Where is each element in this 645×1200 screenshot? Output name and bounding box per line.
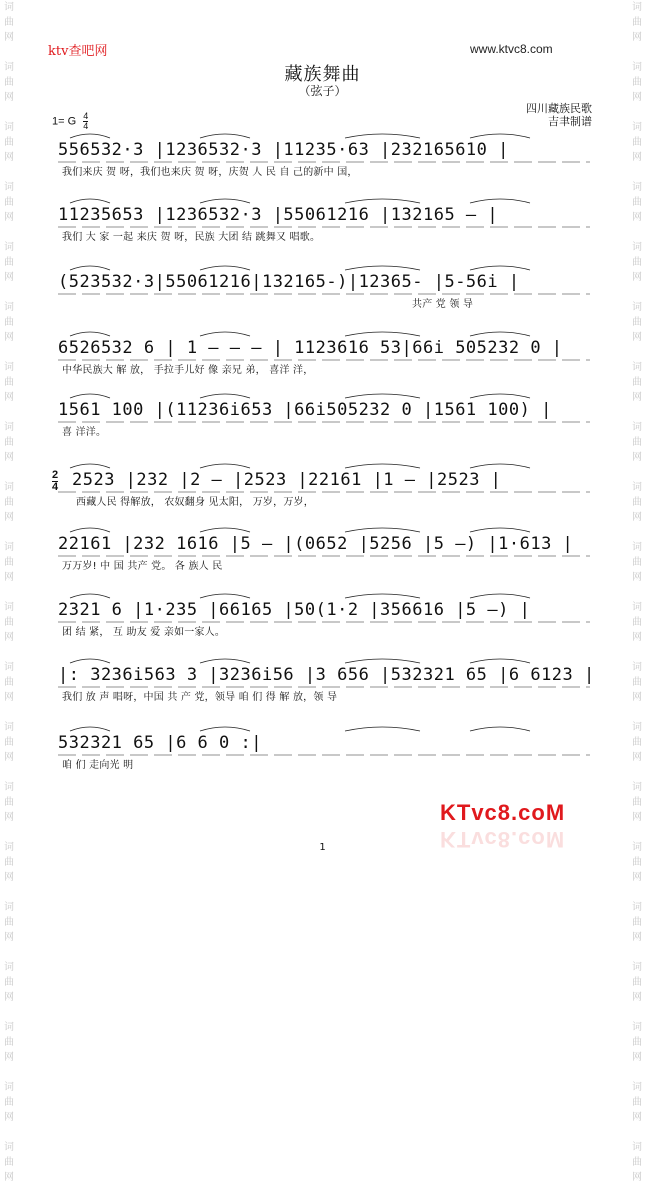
slur-arc bbox=[200, 394, 250, 398]
time-sig2-bottom: 4 bbox=[52, 481, 59, 493]
slur-arc bbox=[345, 659, 420, 663]
slur-arc bbox=[470, 528, 530, 532]
lyrics-line-7: 万万岁! 中 国 共产 党。 各 族人 民 bbox=[62, 561, 223, 572]
watermark-left: 词 曲 网 词 曲 网 词 曲 网 词 曲 网 词 曲 网 词 曲 网 词 曲 网 词 曲 网 词 曲 网 词 曲 网 词 曲 网 词 曲 网 词 曲 网 词 曲 网 词 曲 网 词 曲 网 词 曲 网 词 曲 网 词 曲 网 词 曲 网 bbox=[4, 2, 14, 1183]
lyrics-line-9: 我们 放 声 唱呀，中国 共 产 党，领导 咱 们 得 解 放，领 导 bbox=[62, 692, 338, 703]
slur-arc bbox=[70, 332, 110, 336]
slur-arc bbox=[200, 594, 250, 598]
slur-arc bbox=[70, 266, 110, 270]
notation-line-9: |: 3236i563 3 |3236i56 |3 656 |532321 65 |6 6123 | bbox=[58, 665, 595, 685]
slur-arc bbox=[200, 134, 250, 138]
notation-line-6: 2523 |232 |2 — |2523 |22161 |1 — |2523 | bbox=[72, 470, 502, 490]
slur-arc bbox=[345, 464, 420, 468]
song-origin: 四川藏族民歌 bbox=[526, 102, 592, 115]
notation-line-1: 556532·3 |1236532·3 |11235·63 |232165610 | bbox=[58, 140, 509, 160]
slur-arc bbox=[345, 134, 420, 138]
slur-arc bbox=[470, 727, 530, 731]
time-sig2-top: 2 bbox=[52, 469, 59, 481]
notation-line-4: 6526532 6 | 1 — — — | 1123616 53|66i 505232 0 | bbox=[58, 338, 563, 358]
footer-logo[interactable]: KTvc8.coM bbox=[440, 800, 566, 825]
notation-line-3: (523532·3|55061216|132165-)|12365- |5-56i | bbox=[58, 272, 520, 292]
time-sig-top: 4 bbox=[83, 111, 89, 121]
slur-arc bbox=[470, 134, 530, 138]
slur-arc bbox=[70, 464, 110, 468]
slur-arc bbox=[470, 332, 530, 336]
song-subtitle: （弦子） bbox=[298, 84, 347, 98]
slur-arc bbox=[470, 659, 530, 663]
time-sig-bottom: 4 bbox=[83, 121, 89, 131]
slur-arc bbox=[200, 332, 250, 336]
page-number: 1 bbox=[319, 842, 326, 853]
lyrics-line-3: 共产 党 领 导 bbox=[412, 299, 474, 310]
slur-arc bbox=[70, 727, 110, 731]
notation-line-8: 2321 6 |1·235 |66165 |50(1·2 |356616 |5 —) | bbox=[58, 600, 531, 620]
slur-arc bbox=[470, 464, 530, 468]
slur-arc bbox=[345, 727, 420, 731]
lyrics-line-2: 我们 大 家 一起 来庆 贺 呀，民族 大团 结 跳舞又 唱歌。 bbox=[62, 232, 321, 243]
slur-arc bbox=[200, 199, 250, 203]
notation-line-2: 11235653 |1236532·3 |55061216 |132165 — | bbox=[58, 205, 499, 225]
notation-line-10: 532321 65 |6 6 0 :| bbox=[58, 733, 262, 753]
lyrics-line-4: 中华民族大 解 放， 手拉手儿好 像 亲兄 弟， 喜洋 洋， bbox=[62, 365, 314, 376]
slur-arc bbox=[200, 659, 250, 663]
slur-arc bbox=[470, 199, 530, 203]
lyrics-line-5: 喜 洋洋。 bbox=[62, 427, 107, 438]
notation-line-5: 1561 100 |(11236i653 |66i505232 0 |1561 100) | bbox=[58, 400, 552, 420]
slur-arc bbox=[70, 594, 110, 598]
slur-arc bbox=[345, 332, 420, 336]
brand-url[interactable]: www.ktvc8.com bbox=[470, 42, 553, 56]
footer-logo-reflection: KTvc8.coM bbox=[440, 827, 566, 852]
lyrics-line-8: 团 结 紧， 互 助友 爱 亲如一家人。 bbox=[62, 627, 226, 638]
lyrics-line-10: 咱 们 走向光 明 bbox=[62, 760, 134, 771]
slur-arc bbox=[470, 394, 530, 398]
watermark-right: 词 曲 网 词 曲 网 词 曲 网 词 曲 网 词 曲 网 词 曲 网 词 曲 网 词 曲 网 词 曲 网 词 曲 网 词 曲 网 词 曲 网 词 曲 网 词 曲 网 词 曲 网 词 曲 网 词 曲 网 词 曲 网 词 曲 网 词 曲 网 bbox=[632, 2, 642, 1183]
slur-arc bbox=[345, 199, 420, 203]
slur-arc bbox=[200, 727, 250, 731]
key-label: 1= G bbox=[52, 115, 77, 128]
slur-arc bbox=[70, 134, 110, 138]
slur-arc bbox=[70, 199, 110, 203]
slur-arc bbox=[345, 394, 420, 398]
lyrics-line-6: 西藏人民 得解放， 农奴翻身 见太阳， 万岁，万岁， bbox=[76, 497, 314, 508]
lyrics-line-1: 我们来庆 贺 呀，我们也来庆 贺 呀，庆贺 人 民 自 己的新中 国， bbox=[62, 167, 358, 178]
slur-arc bbox=[200, 528, 250, 532]
notation-line-7: 22161 |232 1616 |5 — |(0652 |5256 |5 —) |1·613 | bbox=[58, 534, 574, 554]
slur-arc bbox=[70, 528, 110, 532]
slur-arc bbox=[345, 528, 420, 532]
slur-arc bbox=[470, 594, 530, 598]
slur-arc bbox=[200, 464, 250, 468]
slur-arc bbox=[200, 266, 250, 270]
slur-arc bbox=[70, 394, 110, 398]
slur-arc bbox=[70, 659, 110, 663]
slur-arc bbox=[345, 266, 420, 270]
slur-arc bbox=[470, 266, 530, 270]
song-arranger: 吉聿制谱 bbox=[548, 115, 592, 128]
song-title: 藏族舞曲 bbox=[284, 64, 361, 85]
brand-left[interactable]: ktv查吧网 bbox=[48, 44, 108, 59]
slur-arc bbox=[345, 594, 420, 598]
